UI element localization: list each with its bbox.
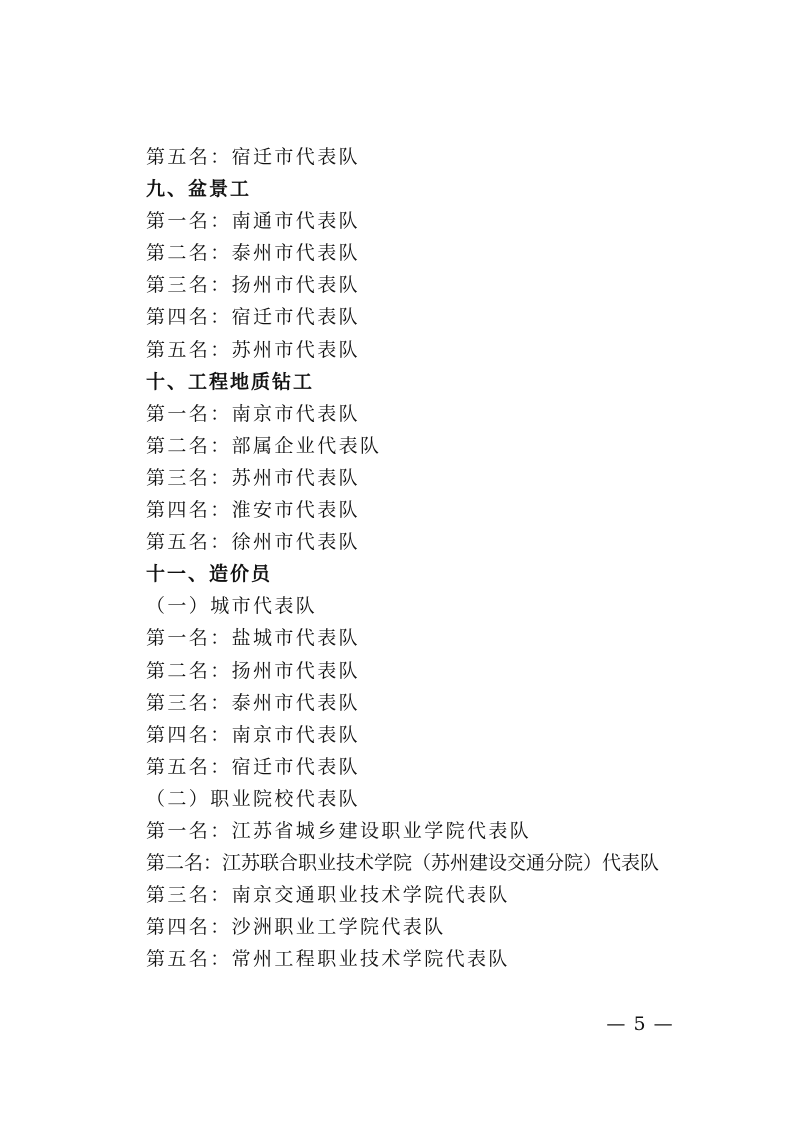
ranking-line: 第二名：扬州市代表队: [146, 659, 361, 682]
ranking-line: 第三名：扬州市代表队: [146, 274, 361, 297]
ranking-line: 第三名：苏州市代表队: [146, 466, 361, 489]
ranking-line: 第二名：泰州市代表队: [146, 242, 361, 265]
ranking-line: 第五名：常州工程职业技术学院代表队: [146, 948, 510, 971]
ranking-line: 第四名：宿迁市代表队: [146, 306, 361, 329]
ranking-line: 第四名：南京市代表队: [146, 723, 361, 746]
ranking-line: 第三名：泰州市代表队: [146, 691, 361, 714]
section-heading: 十、工程地质钻工: [146, 370, 315, 393]
ranking-line: 第一名：南京市代表队: [146, 402, 361, 425]
page-number: — 5 —: [606, 1013, 674, 1035]
ranking-line: 第一名：南通市代表队: [146, 210, 361, 233]
ranking-line: 第二名：江苏联合职业技术学院（苏州建设交通分院）代表队: [146, 852, 660, 875]
subsection-heading: （二）职业院校代表队: [146, 787, 361, 810]
ranking-line: 第四名：淮安市代表队: [146, 499, 361, 522]
ranking-line: 第一名：江苏省城乡建设职业学院代表队: [146, 819, 532, 842]
document-body: [146, 141, 706, 975]
subsection-heading: （一）城市代表队: [146, 595, 318, 618]
ranking-line: 第五名：徐州市代表队: [146, 531, 361, 554]
ranking-line: 第二名：部属企业代表队: [146, 434, 382, 457]
ranking-line: 第四名：沙洲职业工学院代表队: [146, 916, 446, 939]
ranking-line: 第三名：南京交通职业技术学院代表队: [146, 884, 510, 907]
ranking-line: 第一名：盐城市代表队: [146, 627, 361, 650]
section-heading: 九、盆景工: [146, 178, 252, 201]
ranking-line: 第五名：苏州市代表队: [146, 338, 361, 361]
section-heading: 十一、造价员: [146, 563, 273, 586]
ranking-line: 第五名：宿迁市代表队: [146, 146, 361, 168]
ranking-line: 第五名：宿迁市代表队: [146, 755, 361, 778]
